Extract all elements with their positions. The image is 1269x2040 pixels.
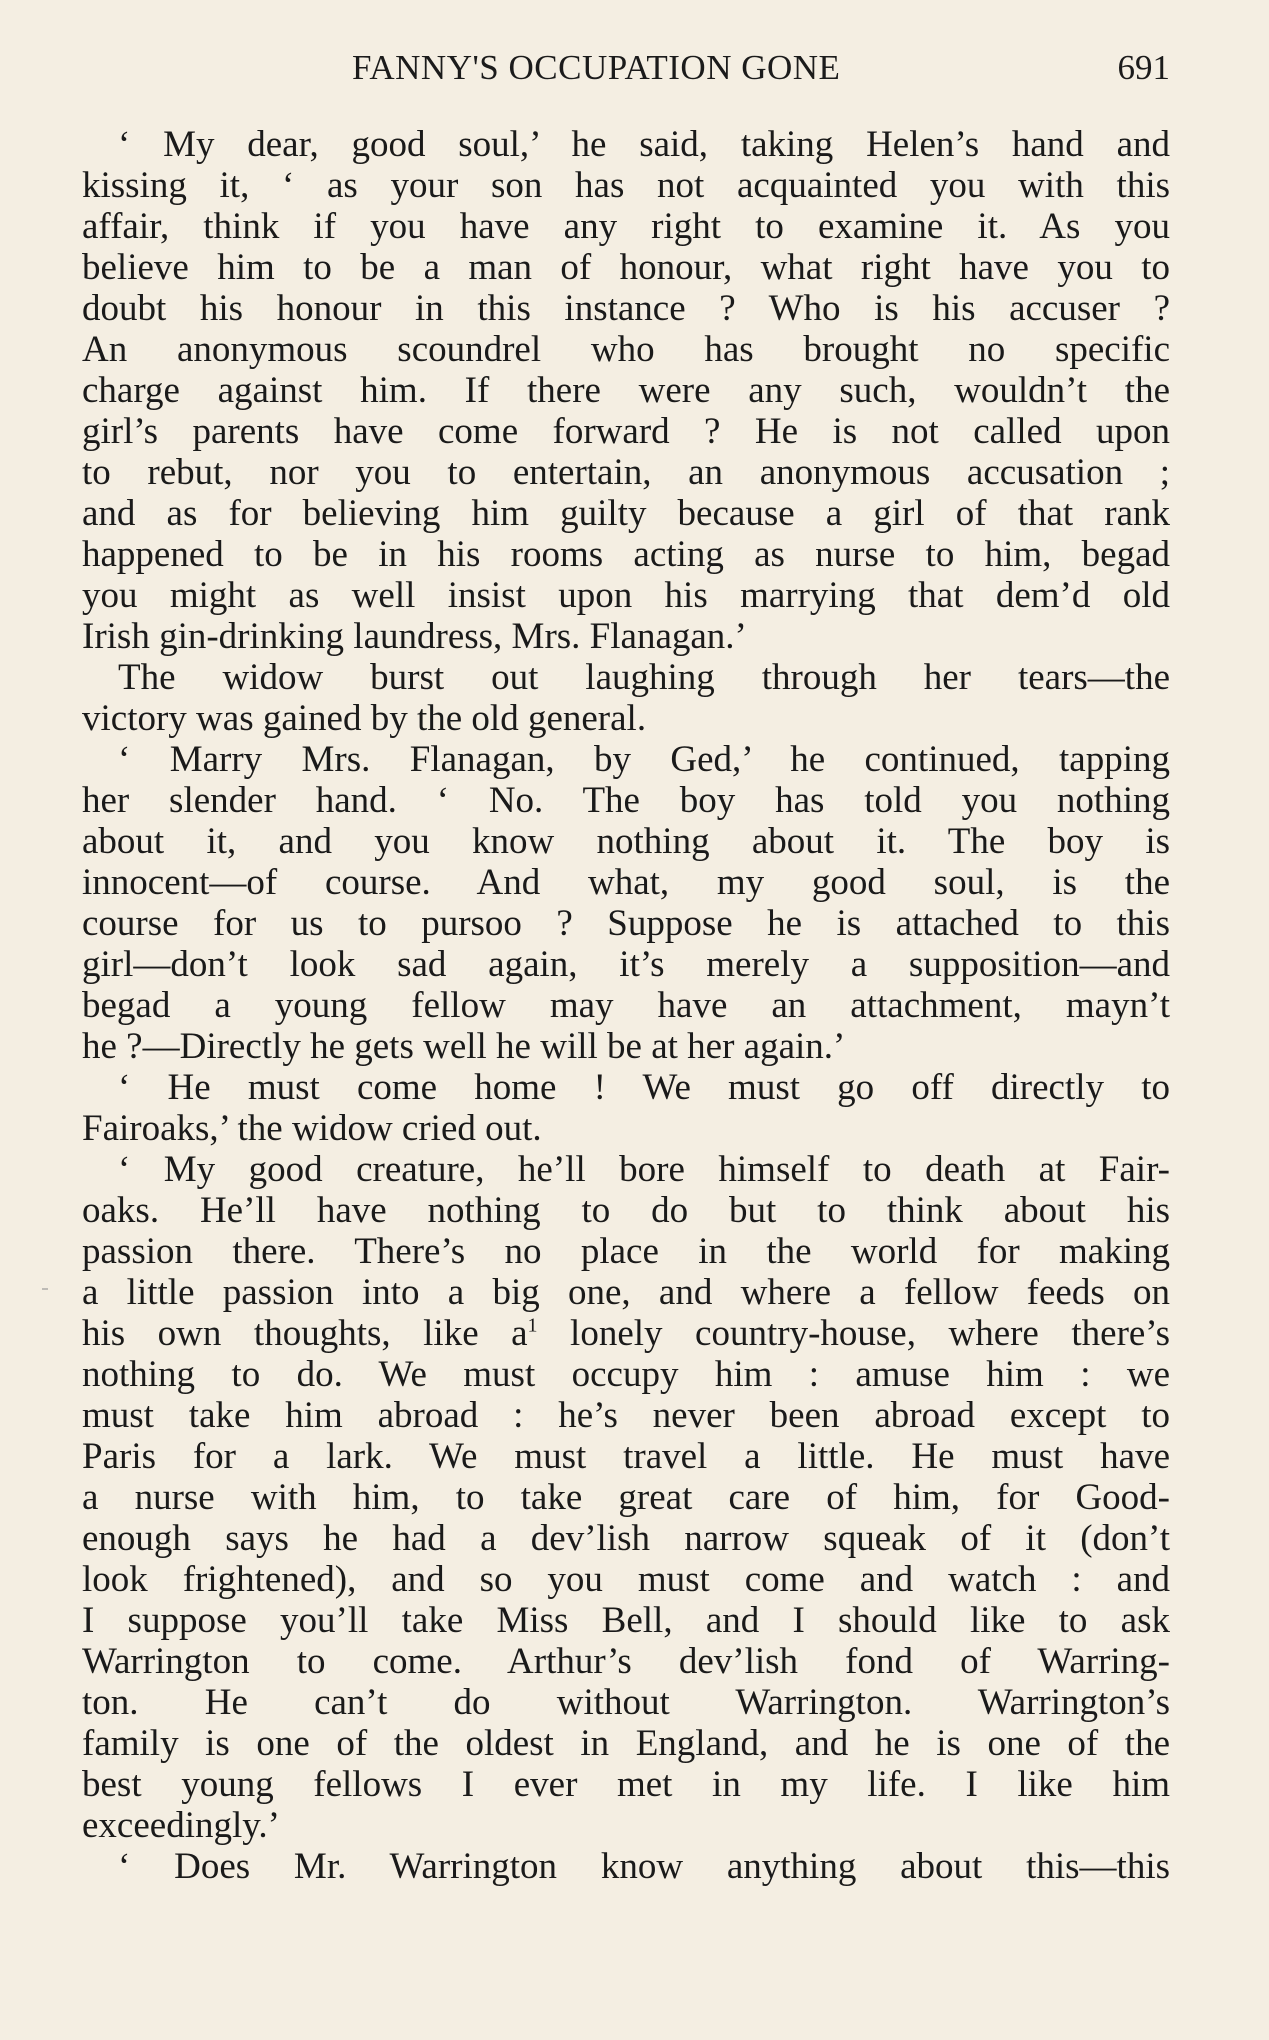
text-line: and as for believing him guilty because a girl of that rank [82, 493, 1170, 534]
text-line: happened to be in his rooms acting as nurse to him, begad [82, 534, 1170, 575]
text-line: Irish gin-drinking laundress, Mrs. Flanagan.’ [82, 616, 747, 657]
text-line: Paris for a lark. We must travel a little. He must have [82, 1436, 1170, 1477]
text-line: exceedingly.’ [82, 1805, 280, 1846]
text-line: best young fellows I ever met in my life. I like him [82, 1764, 1170, 1805]
running-head: FANNY'S OCCUPATION GONE [352, 48, 841, 87]
text-line: family is one of the oldest in England, and he is one of the [82, 1723, 1170, 1764]
text-line: ‘ My dear, good soul,’ he said, taking Helen’s hand and [118, 124, 1170, 165]
text-line: girl’s parents have come forward ? He is not called upon [82, 411, 1170, 452]
text-line: begad a young fellow may have an attachment, mayn’t [82, 985, 1170, 1026]
body-text [82, 124, 1170, 1887]
text-line: I suppose you’ll take Miss Bell, and I should like to ask [82, 1600, 1170, 1641]
text-line: her slender hand. ‘ No. The boy has told you nothing [82, 780, 1170, 821]
text-line-head: his own thoughts, like a [82, 1313, 528, 1354]
text-line: look frightened), and so you must come and watch : and [82, 1559, 1170, 1600]
text-line: Fairoaks,’ the widow cried out. [82, 1108, 542, 1149]
text-line-tail: lonely country-house, where there’s [537, 1313, 1170, 1354]
text-line: ton. He can’t do without Warrington. Warrington’s [82, 1682, 1170, 1723]
text-line: nothing to do. We must occupy him : amuse him : we [82, 1354, 1170, 1395]
text-line-with-footnote [82, 1313, 1170, 1354]
scan-speck [42, 1288, 48, 1290]
text-line: about it, and you know nothing about it. The boy is [82, 821, 1170, 862]
text-line: must take him abroad : he’s never been abroad except to [82, 1395, 1170, 1436]
text-line: you might as well insist upon his marrying that dem’d old [82, 575, 1170, 616]
footnote-marker: 1 [527, 1314, 538, 1337]
text-line: girl—don’t look sad again, it’s merely a supposition—and [82, 944, 1170, 985]
page-number: 691 [1117, 48, 1170, 87]
text-line: victory was gained by the old general. [82, 698, 647, 739]
text-line: doubt his honour in this instance ? Who is his accuser ? [82, 288, 1170, 329]
text-line: oaks. He’ll have nothing to do but to think about his [82, 1190, 1170, 1231]
text-line: enough says he had a dev’lish narrow squeak of it (don’t [82, 1518, 1170, 1559]
text-line: An anonymous scoundrel who has brought no specific [82, 329, 1170, 370]
text-line: believe him to be a man of honour, what right have you to [82, 247, 1170, 288]
text-line: passion there. There’s no place in the world for making [82, 1231, 1170, 1272]
text-line: course for us to pursoo ? Suppose he is attached to this [82, 903, 1170, 944]
text-line: innocent—of course. And what, my good soul, is the [82, 862, 1170, 903]
text-line: a little passion into a big one, and where a fellow feeds on [82, 1272, 1170, 1313]
page-header [82, 48, 1170, 92]
text-line: ‘ Marry Mrs. Flanagan, by Ged,’ he continued, tapping [118, 739, 1170, 780]
text-line: Warrington to come. Arthur’s dev’lish fond of Warring- [82, 1641, 1170, 1682]
text-line: affair, think if you have any right to examine it. As you [82, 206, 1170, 247]
text-line: ‘ He must come home ! We must go off directly to [118, 1067, 1170, 1108]
text-line: The widow burst out laughing through her tears—the [118, 657, 1170, 698]
text-line: ‘ Does Mr. Warrington know anything about this—this [118, 1846, 1170, 1887]
text-line: a nurse with him, to take great care of him, for Good- [82, 1477, 1170, 1518]
text-line: he ?—Directly he gets well he will be at her again.’ [82, 1026, 846, 1067]
text-line: ‘ My good creature, he’ll bore himself to death at Fair- [118, 1149, 1170, 1190]
text-line: to rebut, nor you to entertain, an anonymous accusation ; [82, 452, 1170, 493]
text-line: charge against him. If there were any such, wouldn’t the [82, 370, 1170, 411]
text-line: kissing it, ‘ as your son has not acquainted you with this [82, 165, 1170, 206]
